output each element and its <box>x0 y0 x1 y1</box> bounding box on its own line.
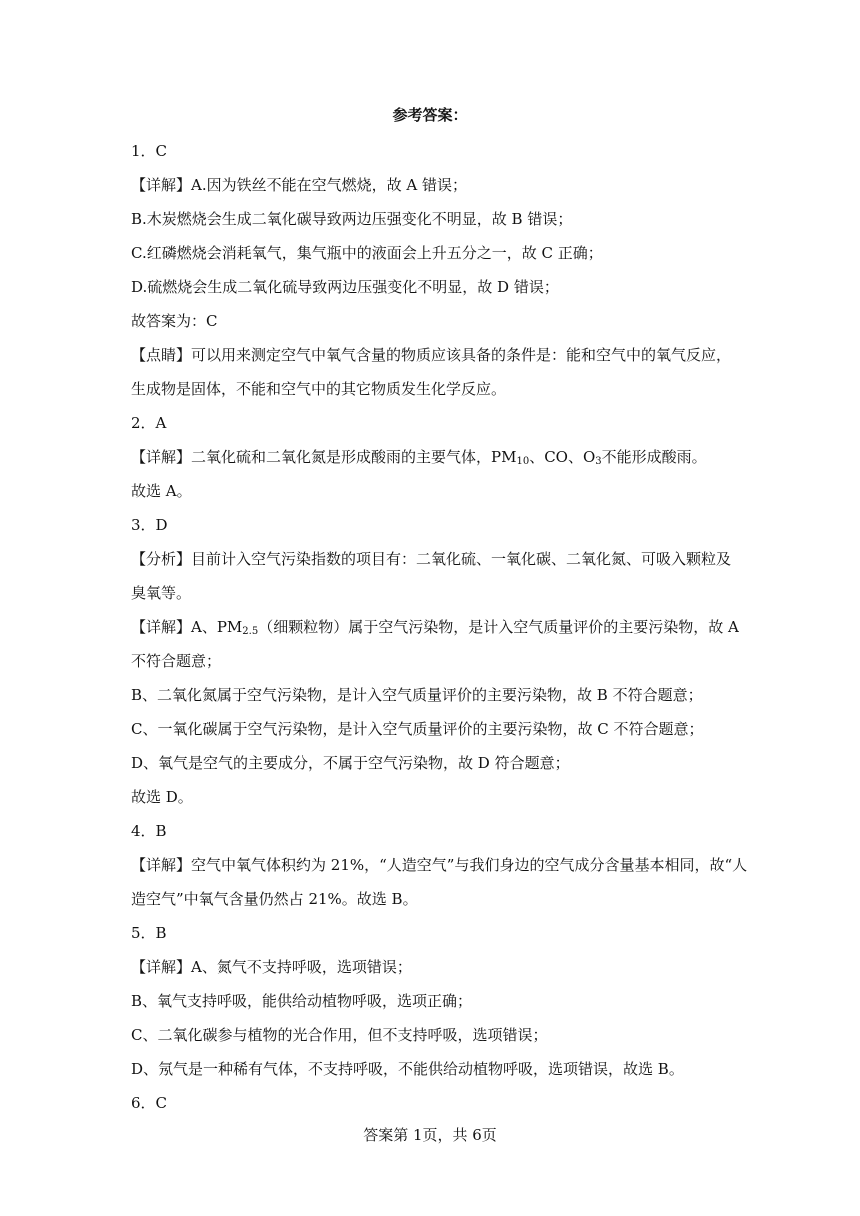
answer-5-heading: 5．B <box>131 924 167 942</box>
answer-3-heading: 3．D <box>131 516 168 534</box>
answer-5-detail-c: C、二氧化碳参与植物的光合作用，但不支持呼吸，选项错误； <box>131 1026 548 1044</box>
answer-5-detail-d: D、氖气是一种稀有气体，不支持呼吸，不能供给动植物呼吸，选项错误，故选 B。 <box>131 1060 684 1078</box>
answer-1-detail-b: B.木炭燃烧会生成二氧化碳导致两边压强变化不明显，故 B 错误； <box>131 210 573 228</box>
answer-1-conclusion: 故答案为：C <box>131 312 218 330</box>
answer-3-detail-c: C、一氧化碳属于空气污染物，是计入空气质量评价的主要污染物，故 C 不符合题意； <box>131 720 704 738</box>
page-footer: 答案第 1页，共 6页 <box>363 1126 497 1144</box>
answer-3-analysis-line-1: 【分析】目前计入空气污染指数的项目有：二氧化硫、一氧化碳、二氧化氮、可吸入颗粒及 <box>131 550 732 568</box>
answer-2-detail-sub1: 10 <box>516 456 530 467</box>
answer-3-detail-a-line-2: 不符合题意； <box>131 652 222 670</box>
answer-2-heading: 2．A <box>131 414 167 432</box>
answer-6-heading: 6．C <box>131 1094 168 1112</box>
answer-3-detail-a-part1: 【详解】A、PM <box>131 618 243 636</box>
answer-2-detail-part2: 、CO、O <box>529 448 596 466</box>
page-title: 参考答案： <box>392 106 468 124</box>
answer-2-detail-part1: 【详解】二氧化硫和二氧化氮是形成酸雨的主要气体，PM <box>131 448 517 466</box>
answer-3-conclusion: 故选 D。 <box>131 788 193 806</box>
answer-3-detail-b: B、二氧化氮属于空气污染物，是计入空气质量评价的主要污染物，故 B 不符合题意； <box>131 686 703 704</box>
answer-body <box>131 134 748 1120</box>
answer-3-detail-a-part2: （细颗粒物）属于空气污染物，是计入空气质量评价的主要污染物，故 A <box>258 618 739 636</box>
answer-1-detail-c: C.红磷燃烧会消耗氧气，集气瓶中的液面会上升五分之一，故 C 正确； <box>131 244 603 262</box>
answer-3-detail-a-line-1 <box>131 610 739 644</box>
answer-2-detail-sub2: 3 <box>595 456 602 467</box>
answer-1-detail-a: 【详解】A.因为铁丝不能在空气燃烧，故 A 错误； <box>131 176 467 194</box>
answer-5-detail-a: 【详解】A、氮气不支持呼吸，选项错误； <box>131 958 412 976</box>
answer-1-detail-d: D.硫燃烧会生成二氧化硫导致两边压强变化不明显，故 D 错误； <box>131 278 559 296</box>
answer-4-detail-line-1: 【详解】空气中氧气体积约为 21%，“人造空气”与我们身边的空气成分含量基本相同，故“人 <box>131 856 748 874</box>
answer-1-comment-line-1: 【点睛】可以用来测定空气中氧气含量的物质应该具备的条件是：能和空气中的氧气反应， <box>131 346 732 364</box>
answer-5-detail-b: B、氧气支持呼吸，能供给动植物呼吸，选项正确； <box>131 992 473 1010</box>
answer-3-analysis-line-2: 臭氧等。 <box>131 584 192 602</box>
answer-1-heading: 1．C <box>131 142 168 160</box>
answer-3-detail-d: D、氧气是空气的主要成分，不属于空气污染物，故 D 符合题意； <box>131 754 570 772</box>
answer-3-detail-a-sub1: 2.5 <box>242 626 259 637</box>
answer-2-detail <box>131 440 733 474</box>
answer-4-detail-line-2: 造空气”中氧气含量仍然占 21%。故选 B。 <box>131 890 418 908</box>
answer-2-conclusion: 故选 A。 <box>131 482 192 500</box>
answer-4-heading: 4．B <box>131 822 167 840</box>
answer-1-comment-line-2: 生成物是固体，不能和空气中的其它物质发生化学反应。 <box>131 380 507 398</box>
answer-2-detail-part3: 不能形成酸雨。 <box>601 448 707 466</box>
